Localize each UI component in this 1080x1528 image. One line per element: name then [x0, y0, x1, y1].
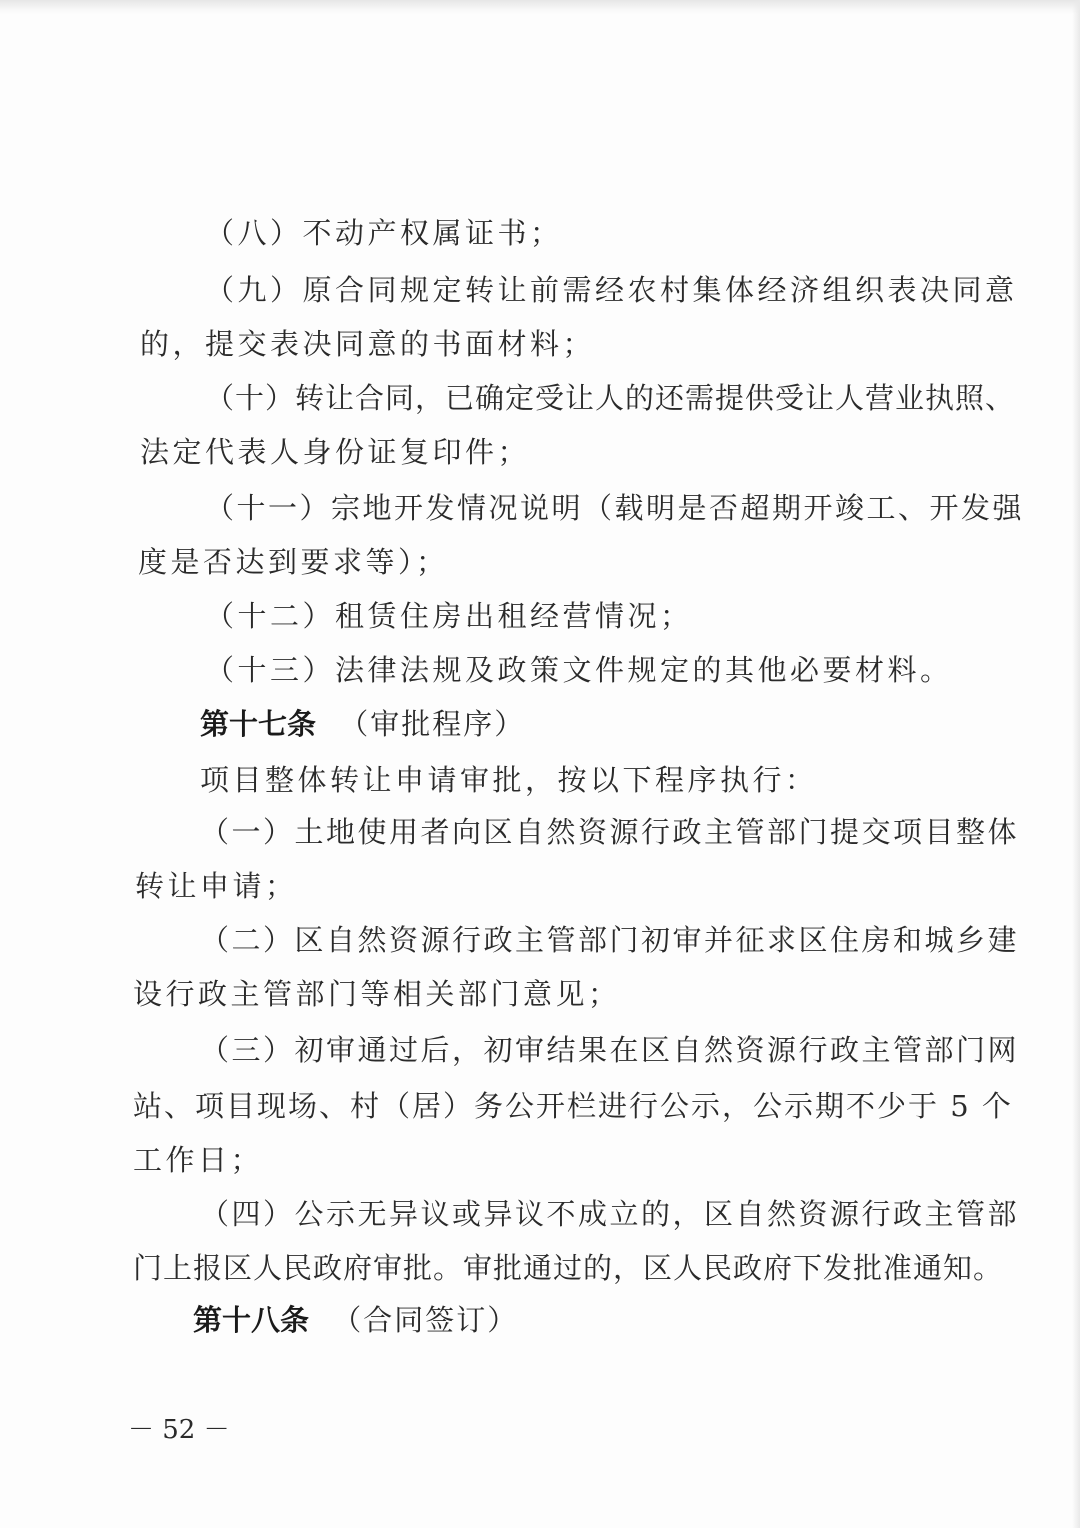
text-line: （四）公示无异议或异议不成立的，区自然资源行政主管部 — [200, 1197, 1020, 1231]
scan-right-edge — [1072, 0, 1080, 1528]
article-18-subtitle: （合同签订） — [332, 1303, 519, 1337]
scan-top-edge — [0, 0, 1080, 14]
page-number: － 52 － — [128, 1415, 230, 1445]
text-line: 的，提交表决同意的书面材料； — [140, 327, 596, 361]
text-line: （八）不动产权属证书； — [205, 216, 563, 250]
text-line: 项目整体转让申请审批，按以下程序执行： — [200, 763, 818, 797]
article-18-heading-line — [193, 1303, 519, 1337]
article-17-heading: 第十七条 — [200, 707, 317, 741]
text-line: （一）土地使用者向区自然资源行政主管部门提交项目整体 — [200, 815, 1020, 849]
article-17-subtitle: （审批程序） — [339, 707, 526, 741]
text-line: （十一）宗地开发情况说明（载明是否超期开竣工、开发强 — [205, 491, 1025, 525]
article-18-heading: 第十八条 — [193, 1303, 310, 1337]
text-line: （十二）租赁住房出租经营情况； — [205, 599, 693, 633]
text-line: 门上报区人民政府审批。审批通过的，区人民政府下发批准通知。 — [133, 1251, 1004, 1285]
text-line: 设行政主管部门等相关部门意见； — [133, 977, 621, 1011]
text-line: 工作日； — [133, 1143, 264, 1177]
text-line: （三）初审通过后，初审结果在区自然资源行政主管部门网 — [200, 1033, 1020, 1067]
article-17-heading-line — [200, 707, 526, 741]
text-line: （十）转让合同，已确定受让人的还需提供受让人营业执照、 — [205, 381, 1016, 415]
text-line: （十三）法律法规及政策文件规定的其他必要材料。 — [205, 653, 953, 687]
text-line: （九）原合同规定转让前需经农村集体经济组织表决同意 — [205, 273, 1018, 307]
text-line: 度是否达到要求等）； — [138, 545, 449, 579]
text-line: 转让申请； — [135, 869, 298, 903]
text-line: 站、项目现场、村（居）务公开栏进行公示，公示期不少于 5 个 — [133, 1089, 1013, 1123]
text-line: （二）区自然资源行政主管部门初审并征求区住房和城乡建 — [200, 923, 1020, 957]
text-line: 法定代表人身份证复印件； — [140, 435, 531, 469]
